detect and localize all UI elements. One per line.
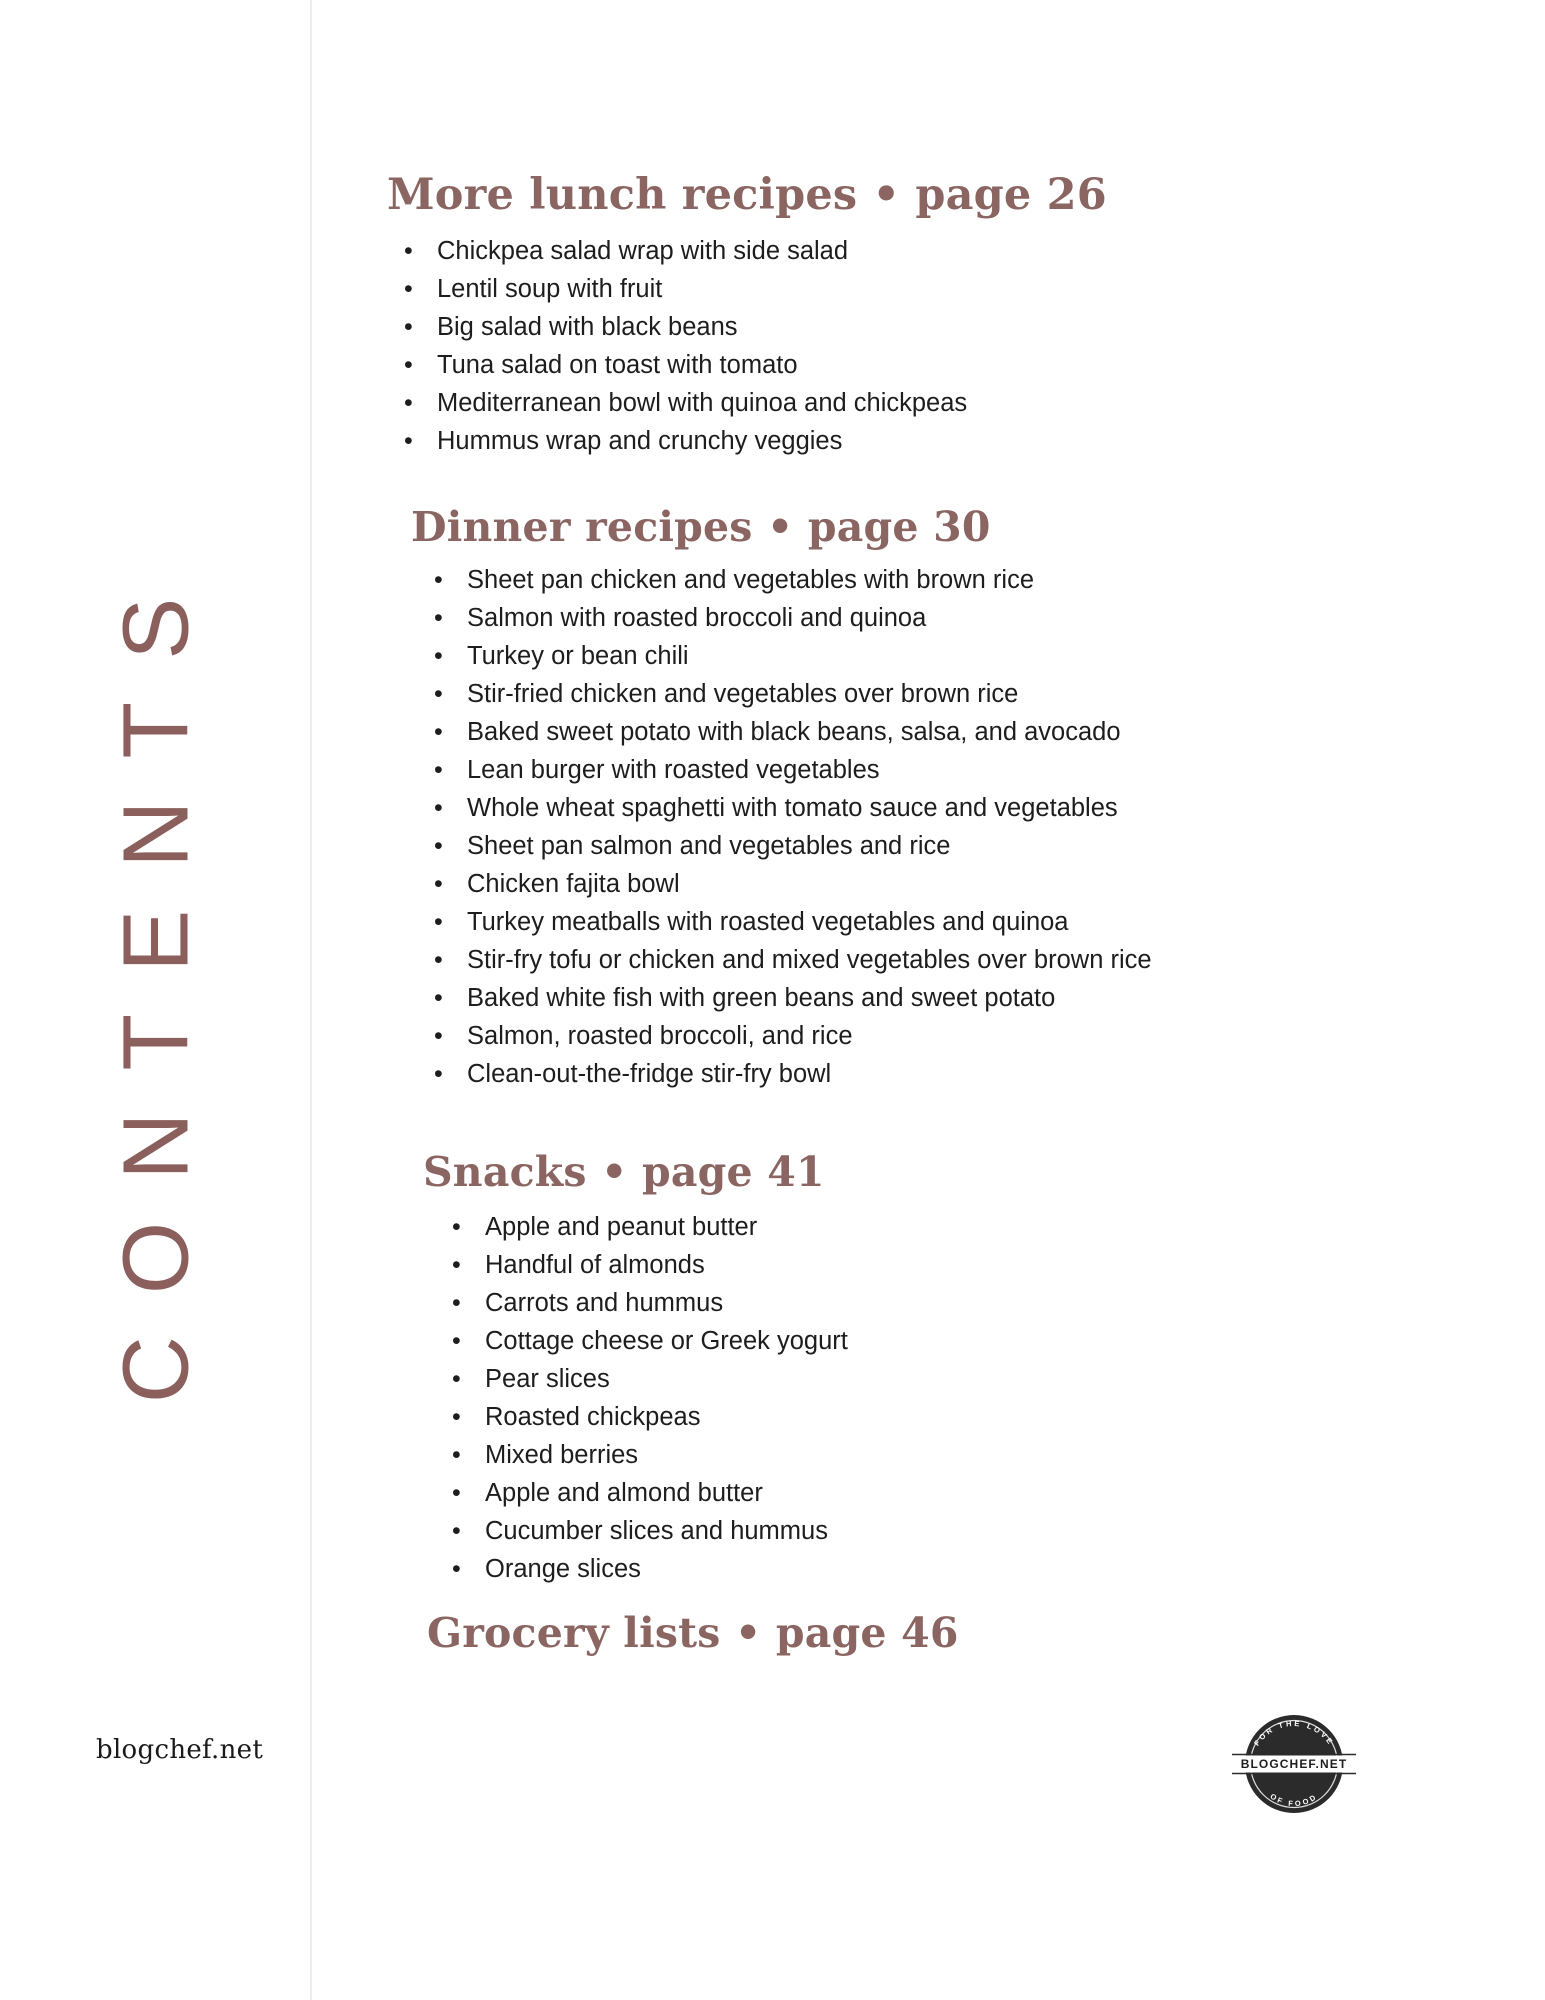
list-item: • Stir-fry tofu or chicken and mixed vegetables over brown rice [425,941,1545,979]
list-item: • Apple and peanut butter [443,1208,1545,1246]
list-item: • Hummus wrap and crunchy veggies [395,422,1545,460]
list-item: • Apple and almond butter [443,1474,1545,1512]
list-item: • Clean-out-the-fridge stir-fry bowl [425,1055,1545,1093]
section-grocery [311,1611,1545,1655]
list-item: • Sheet pan salmon and vegetables and rice [425,827,1545,865]
section-heading-lunch: More lunch recipes • page 26 [387,170,1107,220]
list-item: • Carrots and hummus [443,1284,1545,1322]
list-item: • Chickpea salad wrap with side salad [395,232,1545,270]
section-heading-grocery: Grocery lists • page 46 [427,1609,959,1657]
list-item: • Stir-fried chicken and vegetables over brown rice [425,675,1545,713]
list-item: • Mediterranean bowl with quinoa and chickpeas [395,384,1545,422]
list-item: • Cottage cheese or Greek yogurt [443,1322,1545,1360]
list-item: • Chicken fajita bowl [425,865,1545,903]
list-item: • Orange slices [443,1550,1545,1588]
list-item: • Mixed berries [443,1436,1545,1474]
section-snacks [311,1150,1545,1588]
list-snacks [423,1208,1545,1588]
section-heading-snacks: Snacks • page 41 [423,1148,825,1196]
list-item: • Pear slices [443,1360,1545,1398]
list-item: • Cucumber slices and hummus [443,1512,1545,1550]
list-item: • Salmon, roasted broccoli, and rice [425,1017,1545,1055]
left-rail [0,0,311,2000]
list-item: • Whole wheat spaghetti with tomato sauce and vegetables [425,789,1545,827]
blogchef-logo [1224,1694,1364,1834]
logo-bottom-arc-text: OF FOOD [1268,1791,1320,1809]
list-item: • Salmon with roasted broccoli and quinoa [425,599,1545,637]
section-dinner [311,505,1545,1093]
list-item: • Big salad with black beans [395,308,1545,346]
list-item: • Tuna salad on toast with tomato [395,346,1545,384]
section-heading-dinner: Dinner recipes • page 30 [411,503,991,551]
section-lunch [311,172,1545,460]
logo-top-arc-text: FOR THE LOVE [1252,1718,1336,1748]
contents-label-text: CONTENTS [103,555,207,1403]
list-dinner [411,561,1545,1093]
list-item: • Baked white fish with green beans and sweet potato [425,979,1545,1017]
list-item: • Turkey meatballs with roasted vegetables and quinoa [425,903,1545,941]
list-lunch [387,232,1545,460]
list-item: • Handful of almonds [443,1246,1545,1284]
contents-vertical-label [0,0,311,2000]
list-item: • Turkey or bean chili [425,637,1545,675]
list-item: • Sheet pan chicken and vegetables with brown rice [425,561,1545,599]
list-item: • Lean burger with roasted vegetables [425,751,1545,789]
list-item: • Roasted chickpeas [443,1398,1545,1436]
list-item: • Lentil soup with fruit [395,270,1545,308]
list-item: • Baked sweet potato with black beans, salsa, and avocado [425,713,1545,751]
logo-band-text: BLOGCHEF.NET [1240,1757,1348,1772]
footer-site-name: blogchef.net [96,1735,264,1765]
